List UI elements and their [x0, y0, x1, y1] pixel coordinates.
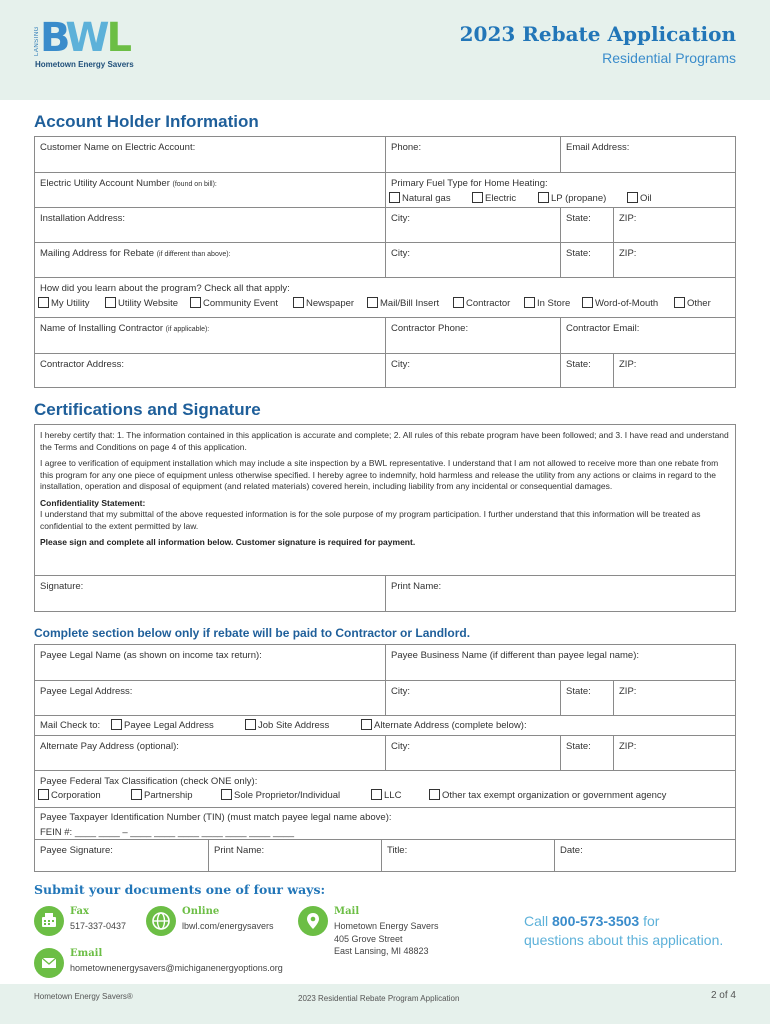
checkbox[interactable] [38, 297, 49, 308]
email-address[interactable]: hometownenergysavers@michiganenergyoptions.org [70, 963, 283, 973]
online-url[interactable]: lbwl.com/energysavers [182, 921, 274, 931]
email-field[interactable] [560, 137, 735, 172]
fuel-option-lp[interactable] [538, 192, 606, 204]
heard-option-label: Newspaper [306, 298, 355, 309]
checkbox[interactable] [429, 789, 440, 800]
tin-row [35, 807, 735, 839]
checkbox[interactable] [131, 789, 142, 800]
payee-print-name-label: Print Name: [214, 845, 265, 856]
tax-option-corporation[interactable] [38, 789, 101, 801]
checkbox[interactable] [190, 297, 201, 308]
heard-option-label: Utility Website [118, 298, 179, 309]
print-name-label: Print Name: [391, 581, 442, 592]
payee-business-name-label: Payee Business Name (if different than payee legal name): [391, 650, 640, 661]
checkbox[interactable] [371, 789, 382, 800]
heard-option-label: Contractor [466, 298, 511, 309]
mailing-address-label: Mailing Address for Rebate [40, 248, 155, 259]
heard-about-label: How did you learn about the program? Check all that apply: [40, 283, 290, 294]
mailing-address-note: (if different than above): [156, 251, 231, 258]
cert-paragraph-2: I agree to verification of equipment installation which may include a site inspection by a BWL representative. I understand that I am not allowed to receive more than one rebate from this program for any one piece of equipment unless otherwise specified. I hereby agree to indemnify, hold harmless and release the utility from any actions or claims in regard to the installation, operation and disposal of equipment (and related materials) covered herein, including liability from any incidental or consequential damages. [40, 458, 719, 491]
contractor-city-field[interactable] [385, 354, 560, 387]
tax-option-label: Other tax exempt organization or government agency [442, 790, 667, 801]
payee-legal-address-label: Payee Legal Address: [40, 686, 133, 697]
cert-paragraph-1: I hereby certify that: 1. The information contained in this application is accurate and complete; 2. All rules of this rebate program have been followed; and 3. I have read and understand the Terms and Conditions on page 4 of this application. [40, 430, 729, 452]
alt-address-label: Alternate Pay Address (optional): [40, 741, 179, 752]
cert-box [34, 424, 736, 612]
fuel-option-oil[interactable] [627, 192, 652, 204]
mail-check-label: Mail Check to: [40, 720, 101, 731]
fuel-option-label: Electric [485, 193, 517, 204]
call-info [524, 912, 723, 950]
tax-class-label: Payee Federal Tax Classification (check ONE only): [40, 776, 258, 787]
tax-option-partnership[interactable] [131, 789, 193, 801]
fuel-option-electric[interactable] [472, 192, 516, 204]
mail-check-group [35, 716, 735, 735]
call-line-2: questions about this application. [524, 932, 724, 948]
payee-form [34, 644, 736, 872]
fax-label: Fax [70, 906, 89, 917]
contractor-address-label: Contractor Address: [40, 359, 124, 370]
city-label: City: [391, 213, 410, 224]
account-heading: Account Holder Information [34, 112, 259, 131]
logo-wordmark [40, 16, 129, 60]
signature-field[interactable] [35, 576, 385, 611]
payee-state-field[interactable] [560, 681, 613, 715]
checkbox[interactable] [674, 297, 685, 308]
logo-letter-b: B [40, 15, 66, 61]
fax-number: 517-337-0437 [70, 921, 127, 931]
payee-sign-row [35, 839, 735, 871]
state-label: State: [566, 248, 591, 259]
fuel-option-label: Oil [640, 193, 652, 204]
contractor-name-note: (if applicable): [165, 326, 210, 333]
checkbox[interactable] [105, 297, 116, 308]
contractor-email-label: Contractor Email: [566, 323, 640, 334]
alt-zip-field[interactable] [613, 736, 735, 770]
fein-label: FEIN #: ____ ____ – ____ ____ ____ ____ ____ ____ ____ [40, 827, 295, 838]
footer-doc-title: 2023 Residential Rebate Program Application [298, 994, 460, 1003]
heard-option-my-utility[interactable] [38, 297, 90, 309]
email-label: Email Address: [566, 142, 630, 153]
mail-option-label: Alternate Address (complete below): [374, 720, 527, 731]
call-suffix: for [643, 913, 660, 929]
contractor-email-field[interactable] [560, 318, 735, 353]
fuel-option-label: Natural gas [402, 193, 451, 204]
signature-row [35, 575, 735, 611]
alt-address-row [35, 735, 735, 770]
checkbox[interactable] [221, 789, 232, 800]
logo-lansing-text: LANSING [34, 26, 40, 56]
heard-option-label: Community Event [203, 298, 278, 309]
confidentiality-heading: Confidentiality Statement: [40, 497, 146, 508]
page-subtitle: Residential Programs [602, 50, 736, 66]
state-label: State: [566, 741, 591, 752]
mailing-zip-field[interactable] [613, 243, 735, 277]
heard-option-label: My Utility [51, 298, 90, 309]
footer-brand: Hometown Energy Savers® [34, 992, 133, 1001]
mail-address-line-1: Hometown Energy Savers [334, 921, 439, 931]
tax-option-label: Corporation [51, 790, 101, 801]
fuel-option-label: LP (propane) [551, 193, 607, 204]
payee-legal-address-field[interactable] [35, 681, 385, 715]
checkbox[interactable] [111, 719, 122, 730]
mail-option-label: Job Site Address [258, 720, 330, 731]
state-label: State: [566, 213, 591, 224]
tax-option-llc[interactable] [371, 789, 401, 801]
checkbox[interactable] [582, 297, 593, 308]
zip-label: ZIP: [619, 213, 637, 224]
call-phone-number[interactable]: 800-573-3503 [552, 913, 640, 929]
utility-account-field[interactable] [35, 173, 385, 207]
alt-state-field[interactable] [560, 736, 613, 770]
heard-option-label: Mail/Bill Insert [380, 298, 440, 309]
payee-legal-name-field[interactable] [35, 645, 385, 680]
install-city-field[interactable] [385, 208, 560, 242]
print-name-field[interactable] [385, 576, 735, 611]
payee-heading: Complete section below only if rebate will be paid to Contractor or Landlord. [34, 626, 471, 640]
fuel-option-natural-gas[interactable] [389, 192, 451, 204]
zip-label: ZIP: [619, 359, 637, 370]
account-row-1 [35, 137, 735, 172]
zip-label: ZIP: [619, 248, 637, 259]
payee-signature-label: Payee Signature: [40, 845, 113, 856]
zip-label: ZIP: [619, 686, 637, 697]
tax-option-sole-proprietor[interactable] [221, 789, 340, 801]
logo-letter-w: W [65, 15, 107, 61]
contractor-name-field[interactable] [35, 318, 385, 353]
phone-label: Phone: [391, 142, 422, 153]
mail-address-line-3: East Lansing, MI 48823 [334, 946, 429, 956]
customer-name-label: Customer Name on Electric Account: [40, 142, 196, 153]
fuel-type-label: Primary Fuel Type for Home Heating: [391, 178, 548, 189]
tax-class-row [35, 770, 735, 807]
checkbox[interactable] [389, 192, 400, 203]
contractor-address-field[interactable] [35, 354, 385, 387]
checkbox[interactable] [453, 297, 464, 308]
checkbox[interactable] [524, 297, 535, 308]
checkbox[interactable] [245, 719, 256, 730]
mailing-city-field[interactable] [385, 243, 560, 277]
utility-account-label: Electric Utility Account Number [40, 178, 170, 189]
signature-label: Signature: [40, 581, 84, 592]
heard-option-community-event[interactable] [190, 297, 278, 309]
payee-print-name-field[interactable] [208, 840, 381, 871]
payee-zip-field[interactable] [613, 681, 735, 715]
heard-option-newspaper[interactable] [293, 297, 354, 309]
fax-icon [34, 906, 64, 936]
mail-address [334, 920, 439, 958]
page-footer [0, 984, 770, 1024]
page-header [0, 0, 770, 100]
payee-legal-name-label: Payee Legal Name (as shown on income tax return): [40, 650, 262, 661]
heard-option-in-store[interactable] [524, 297, 570, 309]
confidentiality-text: I understand that my submittal of the above requested information is for the sole purpose of my program participation. I further understand that this information will be treated as confidential to the extent permitted by law. [40, 509, 701, 531]
customer-name-field[interactable] [35, 137, 385, 172]
account-form [34, 136, 736, 388]
payee-title-field[interactable] [381, 840, 554, 871]
mail-address-line-2: 405 Grove Street [334, 933, 403, 944]
checkbox[interactable] [367, 297, 378, 308]
page-number: 2 of 4 [710, 990, 736, 1001]
payee-date-label: Date: [560, 845, 583, 856]
utility-account-note: (found on bill): [172, 181, 217, 188]
account-row-4 [35, 242, 735, 277]
tin-label: Payee Taxpayer Identification Number (TIN) (must match payee legal name above): [40, 812, 392, 823]
tin-field[interactable] [35, 808, 735, 839]
email-label: Email [70, 948, 103, 959]
bwl-logo [34, 15, 146, 72]
tax-option-label: Partnership [144, 790, 193, 801]
account-row-2 [35, 172, 735, 207]
heard-option-label: Word-of-Mouth [595, 298, 659, 309]
mail-check-row [35, 715, 735, 735]
install-address-label: Installation Address: [40, 213, 126, 224]
online-label: Online [182, 906, 220, 917]
heard-option-other[interactable] [674, 297, 711, 309]
sign-note: Please sign and complete all information below. Customer signature is required for payment. [40, 537, 416, 547]
tax-option-label: Sole Proprietor/Individual [234, 790, 341, 801]
city-label: City: [391, 359, 410, 370]
heard-option-label: In Store [537, 298, 571, 309]
install-address-field[interactable] [35, 208, 385, 242]
contractor-phone-field[interactable] [385, 318, 560, 353]
page-title: 2023 Rebate Application [459, 22, 736, 46]
city-label: City: [391, 686, 410, 697]
heard-option-word-of-mouth[interactable] [582, 297, 658, 309]
fuel-type-group [385, 173, 735, 207]
payee-row-2 [35, 680, 735, 715]
cert-heading: Certifications and Signature [34, 400, 261, 419]
tax-option-label: LLC [384, 790, 402, 801]
logo-tagline: Hometown Energy Savers [35, 60, 134, 69]
account-row-3 [35, 207, 735, 242]
heard-about-row [35, 277, 735, 317]
call-prefix: Call [524, 913, 549, 929]
heard-option-label: Other [687, 298, 711, 309]
tax-class-group [35, 771, 735, 807]
city-label: City: [391, 741, 410, 752]
mail-option-job-site-address[interactable] [245, 719, 329, 731]
contractor-row-2 [35, 353, 735, 387]
mail-option-label: Payee Legal Address [124, 720, 214, 731]
zip-label: ZIP: [619, 741, 637, 752]
alt-city-field[interactable] [385, 736, 560, 770]
install-state-field[interactable] [560, 208, 613, 242]
globe-icon [146, 906, 176, 936]
payee-title-label: Title: [387, 845, 408, 856]
phone-field[interactable] [385, 137, 560, 172]
contractor-zip-field[interactable] [613, 354, 735, 387]
payee-row-1 [35, 645, 735, 680]
checkbox[interactable] [361, 719, 372, 730]
contractor-row-1 [35, 317, 735, 353]
mail-label: Mail [334, 906, 360, 917]
mailing-address-field[interactable] [35, 243, 385, 277]
heard-about-group [35, 278, 735, 317]
state-label: State: [566, 359, 591, 370]
contractor-name-label: Name of Installing Contractor [40, 323, 164, 334]
contractor-state-field[interactable] [560, 354, 613, 387]
checkbox[interactable] [38, 789, 49, 800]
map-pin-icon [298, 906, 328, 936]
tax-option-other-exempt[interactable] [429, 789, 666, 801]
mail-option-payee-legal-address[interactable] [111, 719, 214, 731]
mailing-state-field[interactable] [560, 243, 613, 277]
checkbox[interactable] [472, 192, 483, 203]
payee-business-name-field[interactable] [385, 645, 735, 680]
install-zip-field[interactable] [613, 208, 735, 242]
envelope-icon [34, 948, 64, 978]
contractor-phone-label: Contractor Phone: [391, 323, 469, 334]
checkbox[interactable] [293, 297, 304, 308]
mail-option-alternate-address[interactable] [361, 719, 527, 731]
submit-heading: Submit your documents one of four ways: [34, 882, 326, 897]
state-label: State: [566, 686, 591, 697]
city-label: City: [391, 248, 410, 259]
checkbox[interactable] [538, 192, 549, 203]
checkbox[interactable] [627, 192, 638, 203]
heard-option-mail-bill-insert[interactable] [367, 297, 439, 309]
alt-address-field[interactable] [35, 736, 385, 770]
logo-letter-l: L [106, 15, 129, 61]
payee-signature-field[interactable] [35, 840, 208, 871]
heard-option-contractor[interactable] [453, 297, 510, 309]
heard-option-utility-website[interactable] [105, 297, 178, 309]
payee-date-field[interactable] [554, 840, 735, 871]
payee-city-field[interactable] [385, 681, 560, 715]
